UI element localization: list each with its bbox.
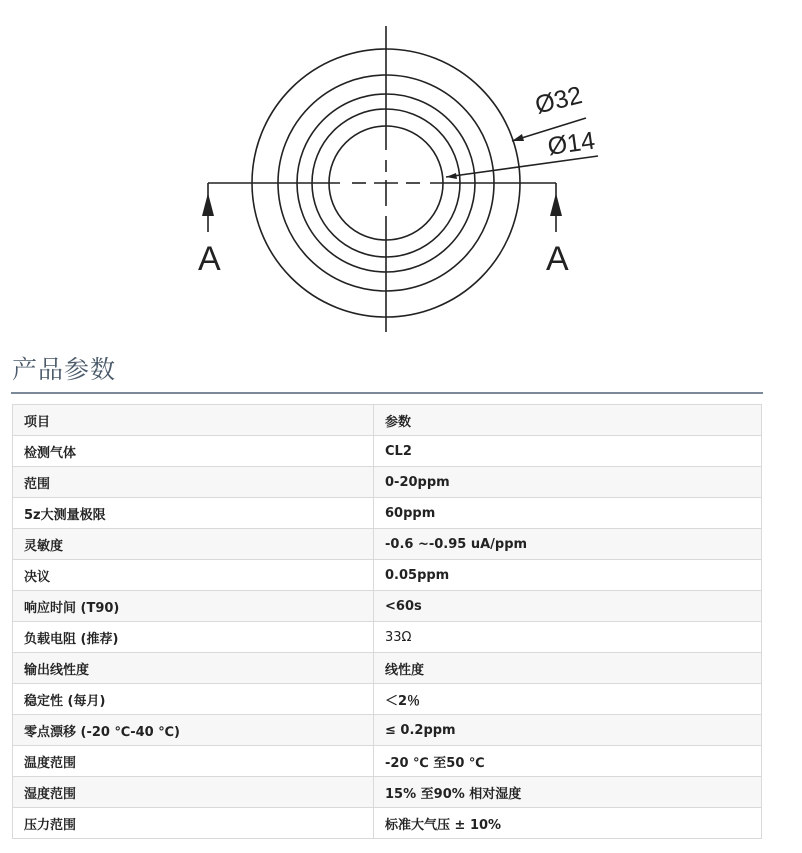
param-value: 60ppm	[374, 498, 762, 529]
param-value: -20 ℃ 至50 ℃	[374, 746, 762, 777]
param-label: 范围	[13, 467, 374, 498]
param-value: 33Ω	[374, 622, 762, 653]
param-label: 检测气体	[13, 436, 374, 467]
section-label-left: A	[198, 240, 221, 278]
param-value: 0-20ppm	[374, 467, 762, 498]
table-row	[13, 560, 762, 591]
param-label: 5z大测量极限	[13, 498, 374, 529]
param-label: 负载电阻 (推荐)	[13, 622, 374, 653]
param-value: 线性度	[374, 653, 762, 684]
param-value: 15% 至90% 相对湿度	[374, 777, 762, 808]
table-row	[13, 529, 762, 560]
param-value: ≤ 0.2ppm	[374, 715, 762, 746]
section-arrow-right	[550, 193, 562, 216]
dim-label-outer: Ø32	[532, 81, 585, 120]
param-label: 湿度范围	[13, 777, 374, 808]
section-label-right: A	[546, 240, 569, 278]
param-label: 压力范围	[13, 808, 374, 839]
section-title: 产品参数	[12, 355, 117, 384]
dim-label-inner: Ø14	[545, 126, 597, 161]
table-row	[13, 622, 762, 653]
param-label: 灵敏度	[13, 529, 374, 560]
param-label: 输出线性度	[13, 653, 374, 684]
sensor-top-view-diagram	[0, 0, 802, 340]
table-row	[13, 684, 762, 715]
param-label: 决议	[13, 560, 374, 591]
table-row	[13, 777, 762, 808]
param-label: 温度范围	[13, 746, 374, 777]
param-value: -0.6 ~-0.95 uA/ppm	[374, 529, 762, 560]
technical-drawing	[0, 0, 802, 340]
param-label: 稳定性 (每月)	[13, 684, 374, 715]
title-divider	[11, 392, 763, 394]
table-row	[13, 436, 762, 467]
param-label: 响应时间 (T90)	[13, 591, 374, 622]
section-arrow-left	[202, 193, 214, 216]
table-row	[13, 746, 762, 777]
table-header-row	[13, 405, 762, 436]
param-label: 项目	[13, 405, 374, 436]
param-value: <60s	[374, 591, 762, 622]
table-row	[13, 808, 762, 839]
param-value: ＜2％	[374, 684, 762, 715]
table-row	[13, 715, 762, 746]
table-row	[13, 653, 762, 684]
table-row	[13, 591, 762, 622]
table-row	[13, 498, 762, 529]
param-value: 参数	[374, 405, 762, 436]
table-row	[13, 467, 762, 498]
param-label: 零点漂移 (-20 ℃-40 ℃)	[13, 715, 374, 746]
param-value: 标准大气压 ± 10%	[374, 808, 762, 839]
dim-leader-inner	[446, 156, 598, 177]
parameter-table	[12, 404, 762, 839]
param-value: 0.05ppm	[374, 560, 762, 591]
param-value: CL2	[374, 436, 762, 467]
